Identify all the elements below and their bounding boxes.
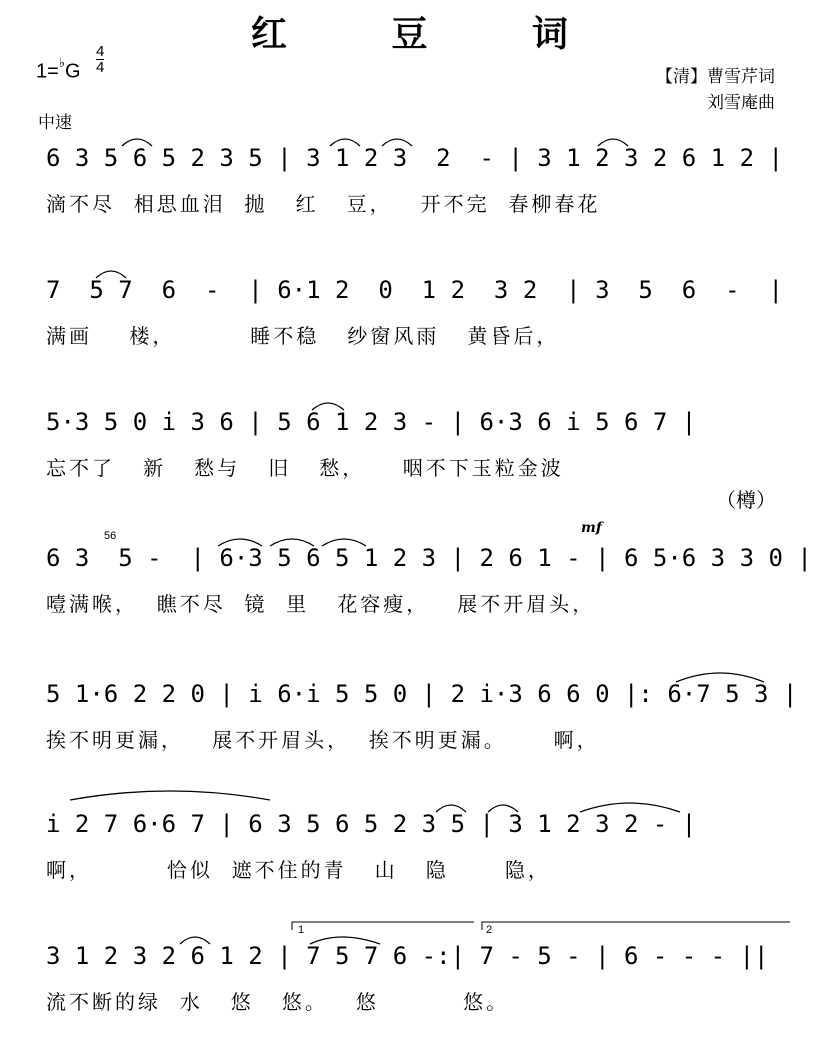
time-signature: 4 4	[96, 43, 105, 76]
slur	[312, 403, 344, 410]
ending-bracket-2	[482, 922, 790, 930]
first-ending-number: 1	[298, 924, 305, 936]
slur	[122, 139, 152, 146]
slur	[180, 937, 210, 944]
tempo-marking: 中速	[38, 113, 72, 133]
lyric-line: 啊， 恰似 遮不住的青 山 隐 隐，	[46, 858, 551, 882]
lyric-line: 滴不尽 相思血泪 抛 红 豆， 开不完 春柳春花	[46, 192, 601, 216]
slur	[310, 937, 380, 944]
notation-line: 6 3 5 6 5 2 3 5 | 3 1 2 3 2 - | 3 1 2 3 2 6 1 2 |	[46, 144, 783, 172]
slur	[96, 271, 126, 278]
song-title: 红 豆 词	[250, 14, 615, 55]
slur	[322, 539, 366, 546]
notation-line: 3 1 2 3 2 6 1 2 | 7 5 7 6 -:| 7 - 5 - | 6 - - - ||	[46, 942, 769, 970]
notation-line: 7 5 7 6 - | 6·1 2 0 1 2 3 2 | 3 5 6 - |	[46, 276, 783, 304]
slur	[598, 139, 628, 146]
slur	[580, 803, 680, 812]
lyric-line: 流不断的绿 水 悠 悠。 悠 悠。	[46, 990, 510, 1014]
lyric-line: 满画 楼， 睡不稳 纱窗风雨 黄昏后，	[46, 324, 560, 348]
dynamic-marking: mf	[581, 520, 602, 536]
slur	[70, 791, 270, 800]
notation-line: i 2 7 6·6 7 | 6 3 5 6 5 2 3 5 | 3 1 2 3 2 - |	[46, 810, 697, 838]
ending-bracket-1	[292, 922, 474, 930]
slur	[218, 539, 262, 546]
lyric-line: 忘不了 新 愁与 旧 愁， 咽不下玉粒金波	[46, 456, 564, 480]
lyricist-credit: 【清】曹雪芹词	[656, 67, 775, 87]
slur	[382, 139, 412, 146]
slur	[330, 139, 360, 146]
slur	[270, 539, 314, 546]
lyric-line: 挨不明更漏， 展不开眉头， 挨不明更漏。 啊，	[46, 728, 600, 752]
slur	[436, 805, 466, 812]
grace-note: 56	[104, 530, 117, 542]
second-ending-number: 2	[486, 924, 493, 936]
notation-line: 5 1·6 2 2 0 | i 6·i 5 5 0 | 2 i·3 6 6 0 |: 6·7 5 3 |	[46, 680, 798, 708]
key-signature: 1=♭G	[36, 55, 81, 83]
composer-credit: 刘雪庵曲	[707, 93, 775, 113]
slur	[488, 805, 518, 812]
lyric-line: 噎满喉， 瞧不尽 镜 里 花容瘦， 展不开眉头，	[46, 592, 596, 616]
notation-line: 5·3 5 0 i 3 6 | 5 6 1 2 3 - | 6·3 6 i 5 6 7 |	[46, 408, 697, 436]
notation-line: 6 3 5 - | 6·3 5 6 5 1 2 3 | 2 6 1 - | 6 5·6 3 3 0 |	[46, 544, 812, 572]
slur	[676, 673, 764, 682]
text-annotation: （樽）	[716, 488, 776, 512]
